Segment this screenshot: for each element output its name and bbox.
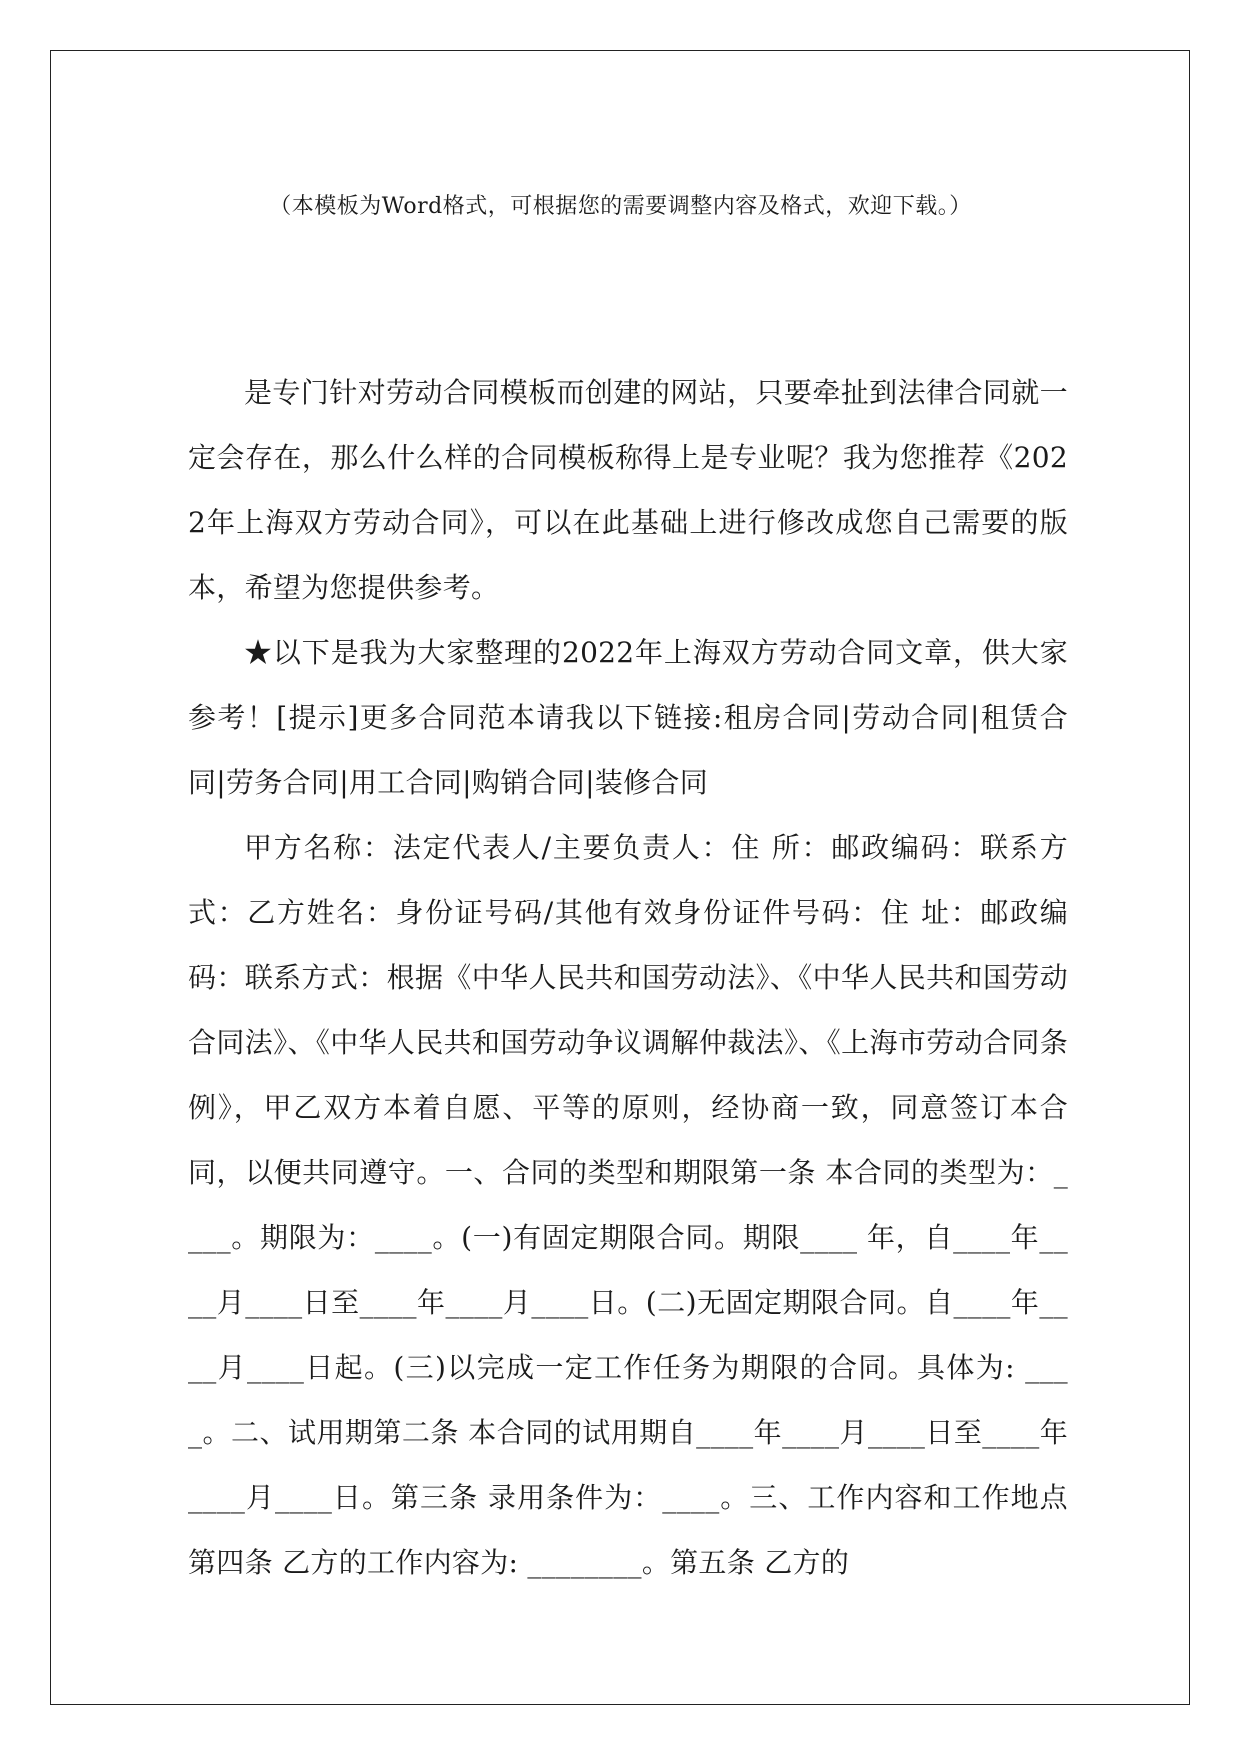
contract-paragraph: 甲方名称：法定代表人/主要负责人：住 所：邮政编码：联系方式：乙方姓名：身份证号码/其他有效身份证件号码：住 址：邮政编码：联系方式：根据《中华人民共和国劳动法》、《中华人民共和国劳动合同法》、《中华人民共和国劳动争议调解仲裁法》、《上海市劳动合同条例》，甲乙双方本着自愿、平等的原则，经协商一致，同意签订本合同，以便共同遵守。一、合同的类型和期限第一条 本合同的类型为：____。期限为：____。(一)有固定期限合同。期限____ 年，自____年____月____日至____年____月____日。(二)无固定期限合同。自____年____月____日起。(三)以完成一定工作任务为期限的合同。具体为: ____。二、试用期第二条 本合同的试用期自____年____月____日至____年____月____日。第三条 录用条件为：____。三、工作内容和工作地点第四条 乙方的工作内容为: ________。第五条 乙方的 [188, 831, 1068, 1579]
links-paragraph: ★以下是我为大家整理的2022年上海双方劳动合同文章，供大家参考！[提示]更多合同范本请我以下链接:租房合同|劳动合同|租赁合同|劳务合同|用工合同|购销合同|装修合同 [188, 636, 1068, 799]
document-body [188, 360, 1068, 1595]
intro-paragraph: 是专门针对劳动合同模板而创建的网站，只要牵扯到法律合同就一定会存在，那么什么样的合同模板称得上是专业呢？我为您推荐《2022年上海双方劳动合同》，可以在此基础上进行修改成您自己需要的版本，希望为您提供参考。 [188, 376, 1068, 604]
template-note: （本模板为Word格式，可根据您的需要调整内容及格式，欢迎下载。） [269, 194, 972, 219]
